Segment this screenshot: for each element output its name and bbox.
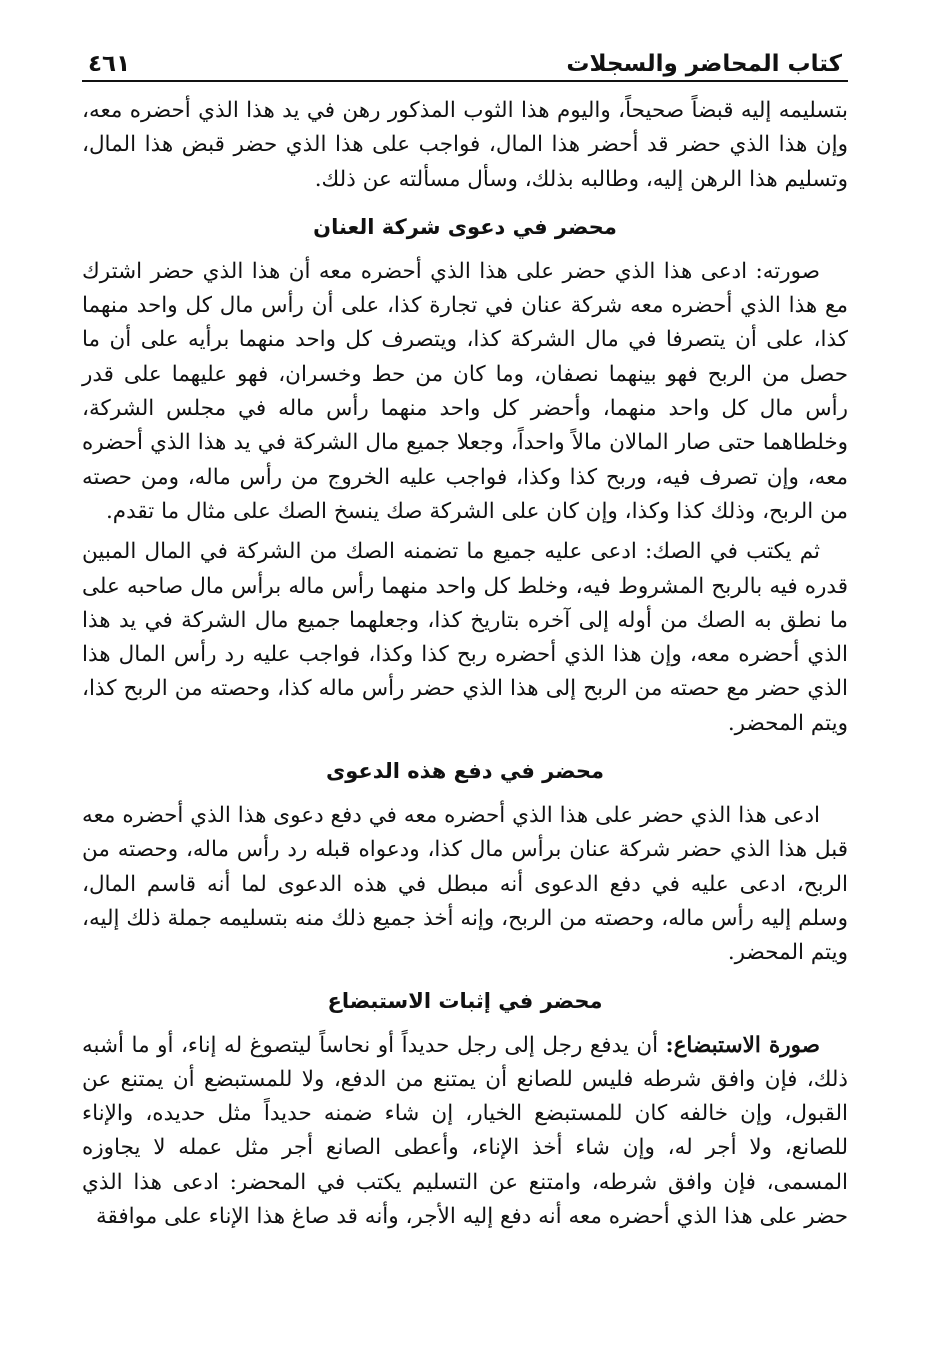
section2-paragraph-1: ادعى هذا الذي حضر على هذا الذي أحضره معه في دفع دعوى هذا الذي أحضره معه قبل هذا الذي حضر شركة عنان برأس مال كذا، ودعواه قبله رد رأس ماله، وحصته من الربح، ادعى عليه في دفع الدعوى أنه مبطل في هذه الدعوى لما أنه قاسم المال، وسلم إليه رأس ماله، وحصته من الربح، وإنه أخذ جميع ذلك منه بتسليمه جملة ذلك إليه، ويتم المحضر. [82, 803, 848, 966]
page-number: ٤٦١ [88, 51, 131, 77]
section1-paragraph-2: ثم يكتب في الصك: ادعى عليه جميع ما تضمنه الصك من الشركة في المال المبين قدره فيه بالربح المشروط فيه، وخلط كل واحد منهما رأس ماله برأس مال صاحبه على ما نطق به الصك من أوله إلى آخره بتاريخ كذا، وجعلهما جميع مال الشركة في يد هذا الذي أحضره معه، وإن هذا الذي أحضره ربح كذا وكذا، فواجب عليه رد رأس المال هذا الذي حضر مع حصته من الربح إلى هذا الذي حضر رأس ماله كذا، وحصته من الربح كذا، ويتم المحضر. [82, 539, 848, 736]
section3-paragraph-1 [82, 1029, 848, 1235]
intro-paragraph: بتسليمه إليه قبضاً صحيحاً، واليوم هذا الثوب المذكور رهن في يد هذا الذي أحضره معه، وإن هذا الذي حضر قد أحضر هذا المال، فواجب على هذا الذي حضر قبض هذا المال، وتسليم هذا الرهن إليه، وطالبه بذلك، وسأل مسألته عن ذلك. [82, 98, 848, 192]
page-content [82, 94, 848, 1234]
section-heading-defense: محضر في دفع هذه الدعوى [325, 759, 605, 784]
running-header [82, 38, 848, 82]
book-title: كتاب المحاضر والسجلات [566, 51, 842, 77]
istibda-term: صورة الاستبضاع: [665, 1032, 821, 1058]
section3-paragraph-text: أن يدفع رجل إلى رجل حديداً أو نحاساً ليتصوغ له إناء، أو ما أشبه ذلك، فإن وافق شرطه فليس للصانع أن يمتنع من الدفع، ولا للمستبضع أن يمتنع عن القبول، وإن خالفه كان للمستبضع الخيار، إن شاء ضمنه حديداً مثل حديده، والإناء للصانع، ولا أجر له، وإن شاء أخذ الإناء، وأعطى الصانع أجر مثل عمله لا يجاوزه المسمى، فإن وافق شرطه، وامتنع عن التسليم يكتب في المحضر: ادعى هذا الذي حضر على هذا الذي أحضره معه أنه دفع إليه الأجر، وأنه قد صاغ هذا الإناء على موافقة [82, 1032, 848, 1230]
section-heading-inan-partnership: محضر في دعوى شركة العنان [313, 214, 617, 239]
section-heading-istibda: محضر في إثبات الاستبضاع [327, 988, 603, 1013]
section1-paragraph-1: صورته: ادعى هذا الذي حضر على هذا الذي أحضره معه أن هذا الذي حضر اشترك مع هذا الذي أحضره معه شركة عنان في تجارة كذا، على أن رأس مال كل واحد منهما كذا، على أن يتصرفا في مال الشركة كذا، ويتصرف كل واحد منهما برأيه على أن ما حصل من الربح فهو بينهما نصفان، وما كان من حط وخسران، فهو عليهما على قدر رأس مال كل واحد منهما، وأحضر كل واحد منهما رأس ماله في مجلس الشركة، وخلطاهما حتى صار المالان مالاً واحداً، وجعلا جميع مال الشركة في يد هذا الذي أحضره معه، وإن تصرف فيه، وربح كذا وكذا، فواجب عليه الخروج من رأس ماله، ومن حصته من الربح، وذلك كذا وكذا، وإن كان على الشركة صك ينسخ الصك على مثال ما تقدم. [82, 258, 848, 524]
book-page [82, 38, 848, 1365]
